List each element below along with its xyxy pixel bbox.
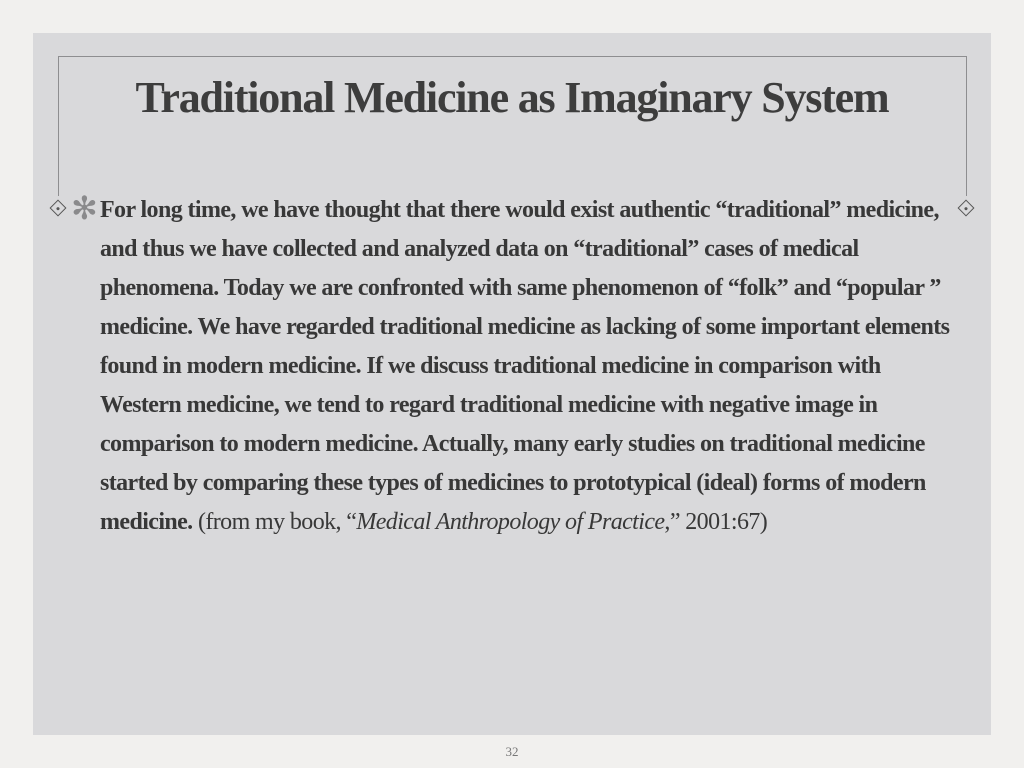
citation-suffix: ,” 2001:67) bbox=[664, 509, 768, 535]
bullet-main-text: For long time, we have thought that there would exist authentic “traditional” medicine, and thus we have collected and analyzed data on “traditional” cases of medical phenomena. Today we are confronted with same phenomenon of “folk” and “popular ” medicine. We have regarded traditional medicine as lacking of some important elements found in modern medicine. If we discuss traditional medicine in comparison with Western medicine, we tend to regard traditional medicine with negative image in comparison to modern medicine. Actually, many early studies on traditional medicine started by comparing these types of medicines to prototypical (ideal) forms of modern medicine. bbox=[100, 197, 950, 535]
title-frame-right bbox=[966, 56, 967, 196]
asterisk-bullet-icon: ✻ bbox=[71, 189, 98, 227]
citation-prefix: (from my book, “ bbox=[192, 509, 357, 535]
slide-title: Traditional Medicine as Imaginary System bbox=[135, 73, 889, 122]
citation-book-title: Medical Anthropology of Practice bbox=[356, 509, 665, 535]
bullet-text bbox=[100, 191, 960, 542]
title-frame-top bbox=[58, 56, 966, 57]
page-number: 32 bbox=[505, 744, 519, 759]
